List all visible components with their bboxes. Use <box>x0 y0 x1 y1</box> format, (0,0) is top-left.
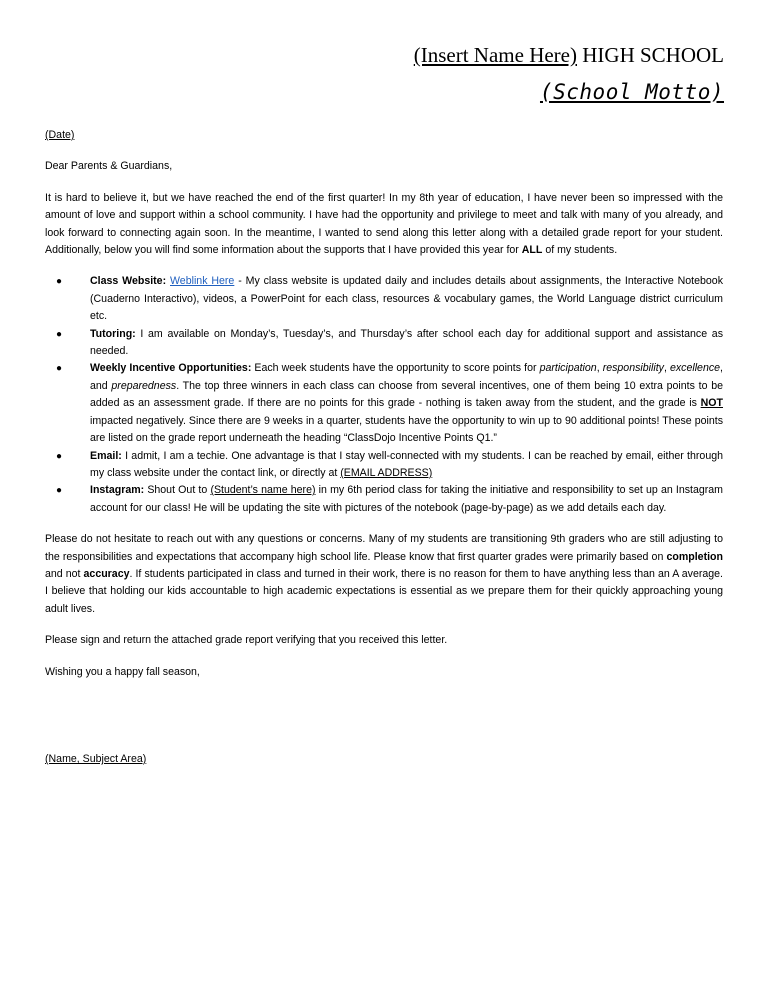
email-address-placeholder: (EMAIL ADDRESS) <box>340 466 433 479</box>
school-suffix: HIGH SCHOOL <box>577 43 724 67</box>
school-title <box>124 40 724 70</box>
closing-text-3: . If students participated in class and turned in their work, there is no reason for them to have anything less than an A average. I believe that holding our kids accountable to high academic expectations is essential as we prepare them for their quickly approaching young adult lives. <box>45 567 723 615</box>
intro-paragraph <box>45 190 723 260</box>
list-item-email <box>45 448 723 483</box>
signature-space <box>45 695 723 751</box>
incentive-text-3: , <box>663 362 670 375</box>
email-label: Email: <box>90 449 122 462</box>
incentive-italic-1: participation <box>539 362 597 375</box>
tutoring-label: Tutoring: <box>90 327 136 340</box>
website-link[interactable]: Weblink Here <box>170 275 235 288</box>
sign-request: Please sign and return the attached grade report verifying that you received this letter. <box>45 634 448 647</box>
bullet-icon: ● <box>56 363 63 375</box>
incentive-text-6: impacted negatively. Since there are 9 weeks in a quarter, students have the opportunity to win up to 90 additional points! These points are listed on the grade report underneath the heading “ClassDojo Incentive Points Q1.” <box>90 414 723 445</box>
incentive-text-1: Each week students have the opportunity to score points for <box>251 362 540 375</box>
closing-bold-accuracy: accuracy <box>83 567 130 580</box>
website-text: - My class website is updated daily and includes details about assignments, the Interactive Notebook (Cuaderno Interactivo), videos, a PowerPoint for each class, resources & vocabulary games, the World Language district curriculum etc. <box>90 275 723 323</box>
intro-bold: ALL <box>521 244 543 257</box>
instagram-text-1: Shout Out to <box>144 484 211 497</box>
tutoring-text: I am available on Monday’s, Tuesday’s, and Thursday’s after school each day for additional support and assistance as needed. <box>90 327 723 358</box>
bullet-icon: ● <box>56 276 63 288</box>
greeting: Dear Parents & Guardians, <box>45 160 173 173</box>
closing-text-1: Please do not hesitate to reach out with any questions or concerns. Many of my students are transitioning 9th graders who are still adjusting to the responsibilities and expectations that accompany high school life. Please know that first quarter grades were primarily based on <box>45 533 723 563</box>
signature-placeholder: (Name, Subject Area) <box>45 752 147 765</box>
instagram-label: Instagram: <box>90 484 145 497</box>
signature-block <box>45 751 723 768</box>
date-placeholder: (Date) <box>45 129 75 141</box>
incentive-italic-3: excellence <box>669 362 721 375</box>
list-item-website <box>45 273 723 325</box>
letterhead <box>124 40 724 106</box>
incentive-text-4: , and <box>90 362 723 392</box>
incentive-text-2: , <box>596 362 603 375</box>
bullet-icon: ● <box>56 485 63 497</box>
bullet-icon: ● <box>56 328 63 340</box>
letter-body <box>45 127 723 782</box>
incentive-italic-2: responsibility <box>602 362 664 375</box>
closing-text-2: and not <box>45 567 84 580</box>
school-motto: (School Motto) <box>539 80 724 104</box>
farewell: Wishing you a happy fall season, <box>45 665 200 678</box>
list-item-instagram <box>45 482 723 517</box>
email-text: I admit, I am a techie. One advantage is that I stay well-connected with my students. I can be reached by email, either through my class website under the contact link, or directly at <box>90 449 723 479</box>
closing-paragraph <box>45 531 723 618</box>
website-label: Class Website: <box>90 275 167 288</box>
incentive-italic-4: preparedness <box>111 379 177 392</box>
closing-bold-completion: completion <box>666 550 723 563</box>
intro-text: It is hard to believe it, but we have reached the end of the first quarter! In my 8th year of education, I have never been so impressed with the amount of love and support within a school community. I have had the opportunity and privilege to meet and talk with many of you already, and look forward to connecting again soon. In the meantime, I wanted to send along this letter along with a detailed grade report for your student. Additionally, below you will find some information about the supports that I have provided this year for <box>45 191 723 257</box>
list-item-incentive <box>45 360 723 447</box>
instagram-text-2: in my 6th period class for taking the initiative and responsibility to set up an Instagram account for our class! He will be updating the site with pictures of the notebook (page-by-page) as we add details each day. <box>90 484 724 514</box>
bullet-icon: ● <box>56 450 63 462</box>
student-name-placeholder: (Student’s name here) <box>210 484 316 497</box>
school-name-placeholder: (Insert Name Here) <box>413 43 577 67</box>
list-item-tutoring <box>45 326 723 361</box>
incentive-not: NOT <box>700 397 723 410</box>
letter-date <box>45 127 723 144</box>
incentive-label: Weekly Incentive Opportunities: <box>90 362 252 375</box>
supports-list <box>45 273 723 517</box>
intro-end: of my students. <box>542 244 618 257</box>
incentive-text-5: . The top three winners in each class can choose from several incentives, one of them being 10 extra points to be added as an assessment grade. If there are no points for this grade - nothing is taken away from the student, and the grade is <box>90 379 723 410</box>
